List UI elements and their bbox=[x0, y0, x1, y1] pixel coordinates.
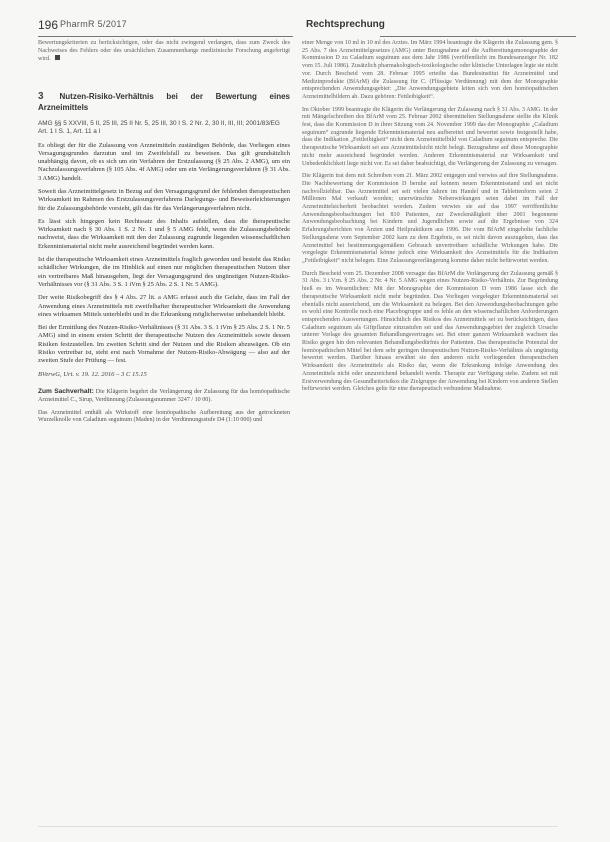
headnote-paragraph: Der weite Risikobegriff des § 4 Abs. 27 lit. a AMG erfasst auch die Gefahr, dass im Fall der Anwendung eines Arzneimittels mit zweifelhafter therapeutischer Wirksamkeit die Anwendung eines wirksamen Mittels unterbleibt und in die Erkrankung möglicherweise unbehandelt bleibt. bbox=[38, 294, 290, 318]
headnote-paragraph: Bei der Ermittlung des Nutzen-Risiko-Verhältnisses (§ 31 Abs. 3 S. 1 iVm § 25 Abs. 2 S. 1 Nr. 5 AMG) sind in einem ersten Schritt der therapeutische Nutzen des Arzneimittels sowie dessen Risiken festzustellen. Im zweiten Schritt sind der Nutzen und die Risiken abzuwägen. Ob ein Risiko vertretbar ist, steht erst nach Vornahme der Nutzen-Risiko-Abwägung — also auf der zweiten Stufe der Prüfung — fest. bbox=[38, 324, 290, 365]
facts-section bbox=[38, 388, 290, 425]
section-title: Rechtsprechung bbox=[306, 19, 385, 30]
right-column bbox=[302, 40, 558, 399]
journal-citation: PharmR 5/2017 bbox=[60, 19, 127, 29]
court-citation: BVerwG, Urt. v. 19. 12. 2016 – 3 C 15.15 bbox=[38, 370, 147, 378]
bottom-edge bbox=[38, 826, 558, 827]
facts-text: Die Klägerin begehrt die Verlängerung der Zulassung für das homöopathische Arzneimittel C., Sirup, Verdünnung (Zulassungsnummer 3247 / 10 00). bbox=[38, 389, 290, 404]
statutes-list: AMG §§ 5 XXVIII, 5 II, 25 III, 25 II Nr. 5, 25 III, 30 I S. 2 Nr. 2, 30 II, III, III; 2001/83/EG Art. 1 I S. 1, Art. 11 a I bbox=[38, 119, 280, 135]
body-paragraph: Durch Bescheid vom 25. Dezember 2008 versagte das BfArM die Verlängerung der Zulassung gemäß § 31 Abs. 3 i.V.m. § 25 Abs. 2 Nr. 4 Nr. 5 AMG wegen eines Nutzen-Risiko-Verhältnis. Zur Begründung hieß es im Wesentlichen: Mit der Monographie der Kommission D vom 1986 lasse sich die therapeutische Wirksamkeit nicht mehr begründen. Das Vorliegen vorgelegter Erkenntnismaterial sei ebenfalls nicht ausreichend, um die Wirksamkeit zu belegen. Bei den Anwendungsbeobachtungen gebe es wohl eine Kontrolle noch eine Placebogruppe und es fehle an den wissenschaftlichen Anforderungen entsprechenden Auswertungen. Hinsichtlich des Risikos des Arzneimittels sei zu berücksichtigen, dass Caladium seguinum als Giftpflanze einzustufen sei und das Anwendungsgebiet der zugleich Ursache unterer Vorlage des gesamten Behandlungsvertrages sei. Bei einer ganzen Wirksamkeit wachsen das Risiko gegen hin den relevanten Behandlungsbedürfnis der Patienten. Das therapeutische Potenzial der homöopathischen Mittel bei dem sehr geringen therapeutischen Nutzen-Risiko-Verhältnis als ungünstig bewertet werden. Darüber hinaus erwähnt sie den anderen nicht vorliegenden therapeutischen Wirksamkeit des Arzneimittels als Risiko dar, wenn die Erkrankung infolge Anwendung des Arzneimittels nicht oder unzureichend behandelt werde. Therapie zur Verfügung stehe. Zudem sei mit Erstverwendung des Gesundheitsrisikos die Zielgruppe der Anwendung bei Kindern von anderen Stellen befürwortet werden. Gleiches gelte für eine therapeutisch verbundene Maßnahme. bbox=[302, 270, 558, 393]
body-paragraph: einer Menge von 10 ml in 10 ml des Arztes. Im März 1994 beantragte die Klägerin die Zulassung gem. § 25 Abs. 7 des Arzneimittelgesetzes (AMG) unter Bezugnahme auf die Aufbereitungsmonographie der Kommission D zu Caladium seguinum aus dem Jahr 1986 (veröffentlicht im Bundesanzeiger Nr. 182 vom 15. Juli 1986). Zusätzlich pharmakologisch-toxikologische oder klinische Unterlagen legte sie nicht vor. Durch Bescheid vom 28. Februar 1995 erteilte das Bundesinstitut für Arzneimittel und Medizinprodukte (BfArM) die Zulassung für C. (Flüssige Verdünnung) mit dem der Monographie entsprechenden Anwendungsgebiet: „Die Anwendungsgebiete leiten sich von den homöopathischen Arzneimittelbildern ab. Dazu gehören: Fettleibigkeit“. bbox=[302, 40, 558, 100]
headnotes bbox=[38, 142, 290, 366]
intro-paragraph: Bewertungskriterien zu berücksichtigen, oder das nicht zwingend verlangen, dass zum Zweck des Nachweises des Fehlers oder des ursächlichen Zusammenhangs medizinische Forschung angefertigt wird. bbox=[38, 40, 290, 63]
left-column bbox=[38, 40, 290, 430]
header-rule-right bbox=[380, 36, 576, 37]
headnote-paragraph: Es obliegt der für die Zulassung von Arzneimitteln zuständigen Behörde, das Vorliegen eines Versagungsgrundes darzutun und im Zweifelsfall zu beweisen. Das gilt grundsätzlich unabhängig davon, ob es sich um ein Verfahren der Erstzulassung (§ 25 Abs. 2 AMG), um ein Nachzulassungsverfahren (§ 105 Abs. 4f AMG) oder um ein Verlängerungsverfahren (§ 31 Abs. 3 AMG) handelt. bbox=[38, 141, 290, 182]
header-rule-left bbox=[38, 36, 293, 37]
page-number: 196 bbox=[38, 18, 59, 32]
headnote-paragraph: Soweit das Arzneimittelgesetz in Bezug auf den Versagungsgrund der fehlenden therapeutischen Wirksamkeit im Rahmen des Erstzulassungsverfahrens Darlegungs- und Beweiserleichterungen für die Zulassungsbehörde vorsieht, gilt das für das Verlängerungsverfahren nicht. bbox=[38, 188, 290, 212]
body-paragraph: Die Klägerin trat dem mit Schreiben vom 21. März 2002 entgegen und verwies auf ihre Stellungnahme. Die Nachbewertung der Kommission D beruhe auf keinem neuen Erkenntnisstand und sei nicht nachvollziehbar. Das Arzneimittel sei seit vielen Jahren im Handel und in Tablettenform seien 2 Millionen Mal verkauft worden; unerwünschte Nebenwirkungen seien dabei im Fall der Arzneimittelsicherheit beobachtet worden. Zudem verwies sie auf das 1997 veröffentlichte Anwendungsbeobachtungen bei 810 Patienten, zur Zweckmäßigkeit über 2001 begonnene Anwendungsbeobachtung bei Kindern und Jugendlichen sowie auf die Ergebnisse von 324 Erfahrungsberichten von Ärzten und Heilpraktikern aus 1996. Die vom BfArM eingeholte fachliche Stellungnahme vom September 2002 kam zu dem Ergebnis, es sei nicht davon auszugehen, dass das Arzneimittel bei bestimmungsgemäßem Gebrauch unvertretbare schädliche Wirkungen habe. Die vorgelegte Erkenntnismaterial könne jedoch eine Wirksamkeit des Arzneimittels für die Indikation „Fettleibigkeit“ nicht belegen. Eine Zulassungsverlängerung komme daher nicht befürwortet werden. bbox=[302, 173, 558, 264]
facts-heading: Zum Sachverhalt: bbox=[38, 388, 94, 396]
article-title: Nutzen-Risiko-Verhältnis bei der Bewertung eines Arzneimittels bbox=[38, 92, 290, 112]
body-paragraph: Im Oktober 1999 beantragte die Klägerin die Verlängerung der Zulassung nach § 31 Abs. 3 AMG. In der mit Mängelschreiben des BfArM vom 25. Februar 2002 übermittelten Stellungnahme stellte die Klinik fest, dass die Kommission D in ihrer Sitzung vom 24. November 1999 das der Monographie „Caladium seguinum“ zugrunde liegende Erkenntnismaterial neu aufbereitet und bewertet sowie festgestellt habe, dass die Indikation „Fettleibigkeit“ nicht dem Arzneimittelbild von Caladium seguinum entspreche. Die therapeutische Wirksamkeit sei aus Arzneimittelsicht nicht belegt. Bezugnahme auf diese Monographie nicht mehr ausreichend begründet werden. Anderen Erkenntnismaterial zur Wirksamkeit und Unbedenklichkeit liege nicht vor. Es sei daher beabsichtigt, die Verlängerung der Zulassung zu versagen. bbox=[302, 106, 558, 167]
end-of-article-mark bbox=[55, 55, 60, 60]
article-number: 3 bbox=[38, 91, 44, 103]
headnote-paragraph: Es lässt sich hingegen kein Rechtssatz des Inhalts aufstellen, dass die therapeutische Wirksamkeit nach § 30 Abs. 1 S. 2 Nr. 1 und § 5 AMG fehlt, wenn die Zulassungsbehörde nachweist, dass die Wirksamkeit mit den der Zulassung zugrunde liegenden wissenschaftlichen Erkenntnismaterial nicht mehr ausreichend begründet werden kann. bbox=[38, 217, 290, 250]
article-heading bbox=[38, 92, 290, 113]
headnote-paragraph: Ist die therapeutische Wirksamkeit eines Arzneimittels fraglich geworden und besteht das Risiko schädlicher Wirkungen, die im Hinblick auf einen nur möglichen therapeutischen Nutzen über ein vertretbares Maß hinausgehen, liegt der Versagungsgrund des ungünstigen Nutzen-Risiko-Verhältnisses vor (§ 31 Abs. 3 S. 1 iVm § 25 Abs. 2 S. 1 Nr. 5 AMG). bbox=[38, 256, 290, 288]
facts-text-2: Das Arzneimittel enthält als Wirkstoff eine homöopathische Aufbereitung aus der getrockneten Wurzelknolle von Caladium seguinum (Maden) in der Verdünnungsstufe D4 (1:10 000) und bbox=[38, 409, 290, 424]
page-header bbox=[38, 10, 576, 38]
